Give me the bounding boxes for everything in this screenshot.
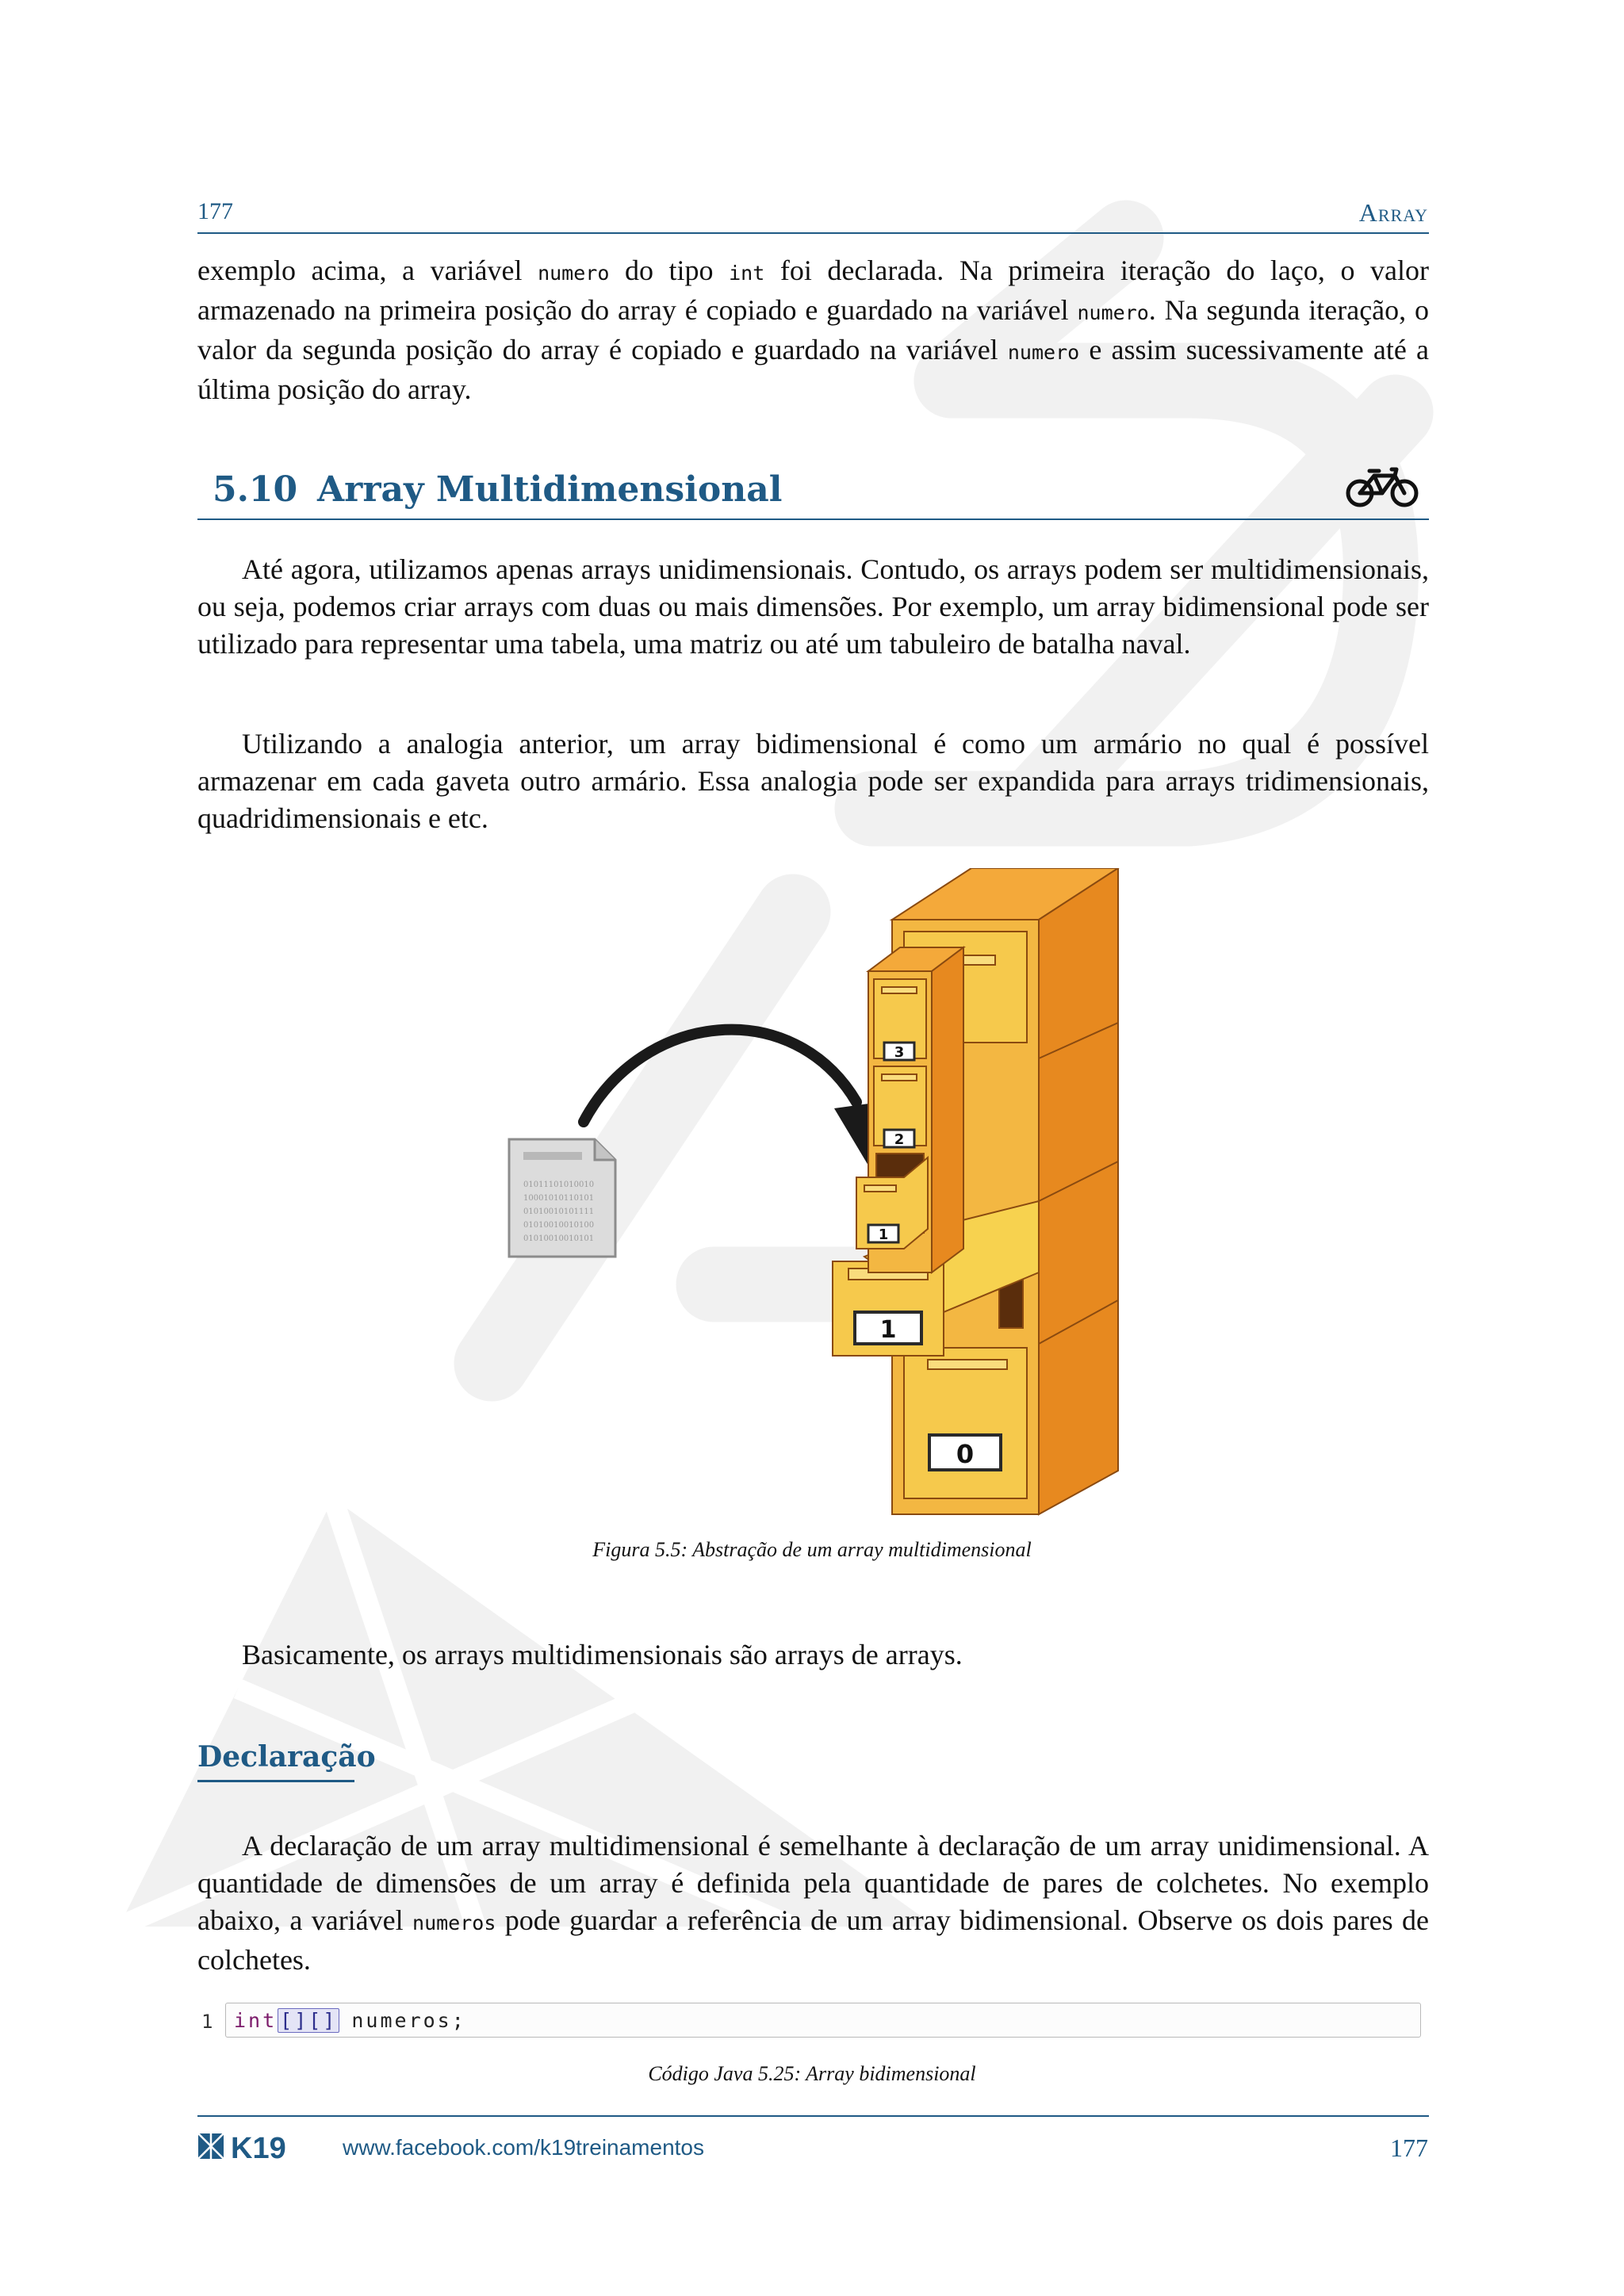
intro-paragraph	[197, 252, 1429, 408]
text-run: do tipo	[609, 254, 730, 286]
inline-code: numero	[1077, 301, 1149, 324]
code-keyword: int	[234, 2008, 278, 2032]
text-run: e assim sucessivamente até a última posição do array.	[197, 334, 1429, 405]
inline-code: int	[729, 262, 765, 285]
drawer-label: 1	[879, 1316, 897, 1344]
footer-divider	[197, 2115, 1429, 2117]
document-line: 01011101010010	[523, 1181, 595, 1189]
document-icon	[509, 1139, 615, 1257]
section-number: 5.10	[213, 469, 298, 510]
drawer-label: 1	[878, 1226, 889, 1243]
section-divider	[197, 519, 1429, 520]
inline-code: numero	[1007, 341, 1080, 364]
drawer-label: 2	[894, 1131, 905, 1148]
code-block	[225, 2003, 1421, 2038]
subsection-title: Declaração	[197, 1740, 376, 1774]
figure-caption: Figura 5.5: Abstração de um array multidimensional	[592, 1538, 1032, 1561]
code-identifier: numeros;	[351, 2008, 466, 2032]
document-line: 01010010101111	[523, 1207, 595, 1216]
header-divider	[197, 232, 1429, 234]
code-line-number: 1	[201, 2011, 213, 2033]
inline-code: numeros	[412, 1911, 496, 1934]
paragraph-summary: Basicamente, os arrays multidimensionais são arrays de arrays.	[242, 1639, 963, 1670]
header-chapter-title: Array	[1358, 198, 1428, 227]
text-run: . Na segunda iteração, o valor da segunda posição do array é copiado e guardado na variável	[197, 294, 1429, 365]
k19-logo	[197, 2131, 324, 2163]
document-line: 10001010110101	[523, 1194, 595, 1203]
bicycle-icon	[1344, 465, 1420, 509]
text-run: A declaração de um array multidimensional é semelhante à declaração de um array unidimensional. A quantidade de dimensões de um array é definida pela quantidade de pares de colchetes. No exemplo abaixo, a variável	[197, 1830, 1429, 1936]
footer-page-number: 177	[1390, 2133, 1428, 2162]
small-filing-cabinet	[856, 947, 963, 1272]
paragraph-multidimensional-intro: Até agora, utilizamos apenas arrays unidimensionais. Contudo, os arrays podem ser multidimensionais, ou seja, podemos criar arrays com duas ou mais dimensões. Por exemplo, um array bidimensional pode ser utilizado para representar uma tabela, uma matriz ou até um tabuleiro de batalha naval.	[197, 553, 1429, 660]
subsection-underline	[197, 1780, 354, 1782]
arrow-icon	[584, 1030, 898, 1169]
section-title: Array Multidimensional	[317, 469, 783, 510]
text-run: foi declarada. Na primeira iteração do laço, o valor armazenado na primeira posição do array é copiado e guardado na variável	[197, 254, 1429, 326]
inline-code: numero	[538, 262, 610, 285]
code-brackets: [][]	[278, 2008, 339, 2033]
text-run: exemplo acima, a variável	[197, 254, 538, 286]
footer-url-link[interactable]: www.facebook.com/k19treinamentos	[343, 2135, 704, 2160]
document-line: 01010010010100	[523, 1221, 595, 1230]
code-caption: Código Java 5.25: Array bidimensional	[648, 2062, 976, 2085]
paragraph-declaration	[197, 1827, 1429, 1979]
drawer-label: 3	[894, 1044, 905, 1061]
logo-text: K19	[231, 2132, 286, 2163]
header-page-number: 177	[197, 198, 233, 224]
text-run: pode guardar a referência de um array bidimensional. Observe os dois pares de colchetes.	[197, 1904, 1429, 1976]
multidimensional-array-figure	[500, 868, 1134, 1526]
document-line: 01010010010101	[523, 1234, 595, 1243]
drawer-label: 0	[956, 1439, 975, 1469]
paragraph-analogy: Utilizando a analogia anterior, um array bidimensional é como um armário no qual é possível armazenar em cada gaveta outro armário. Essa analogia pode ser expandida para arrays tridimensionais, quadridimensionais e etc.	[197, 728, 1429, 834]
